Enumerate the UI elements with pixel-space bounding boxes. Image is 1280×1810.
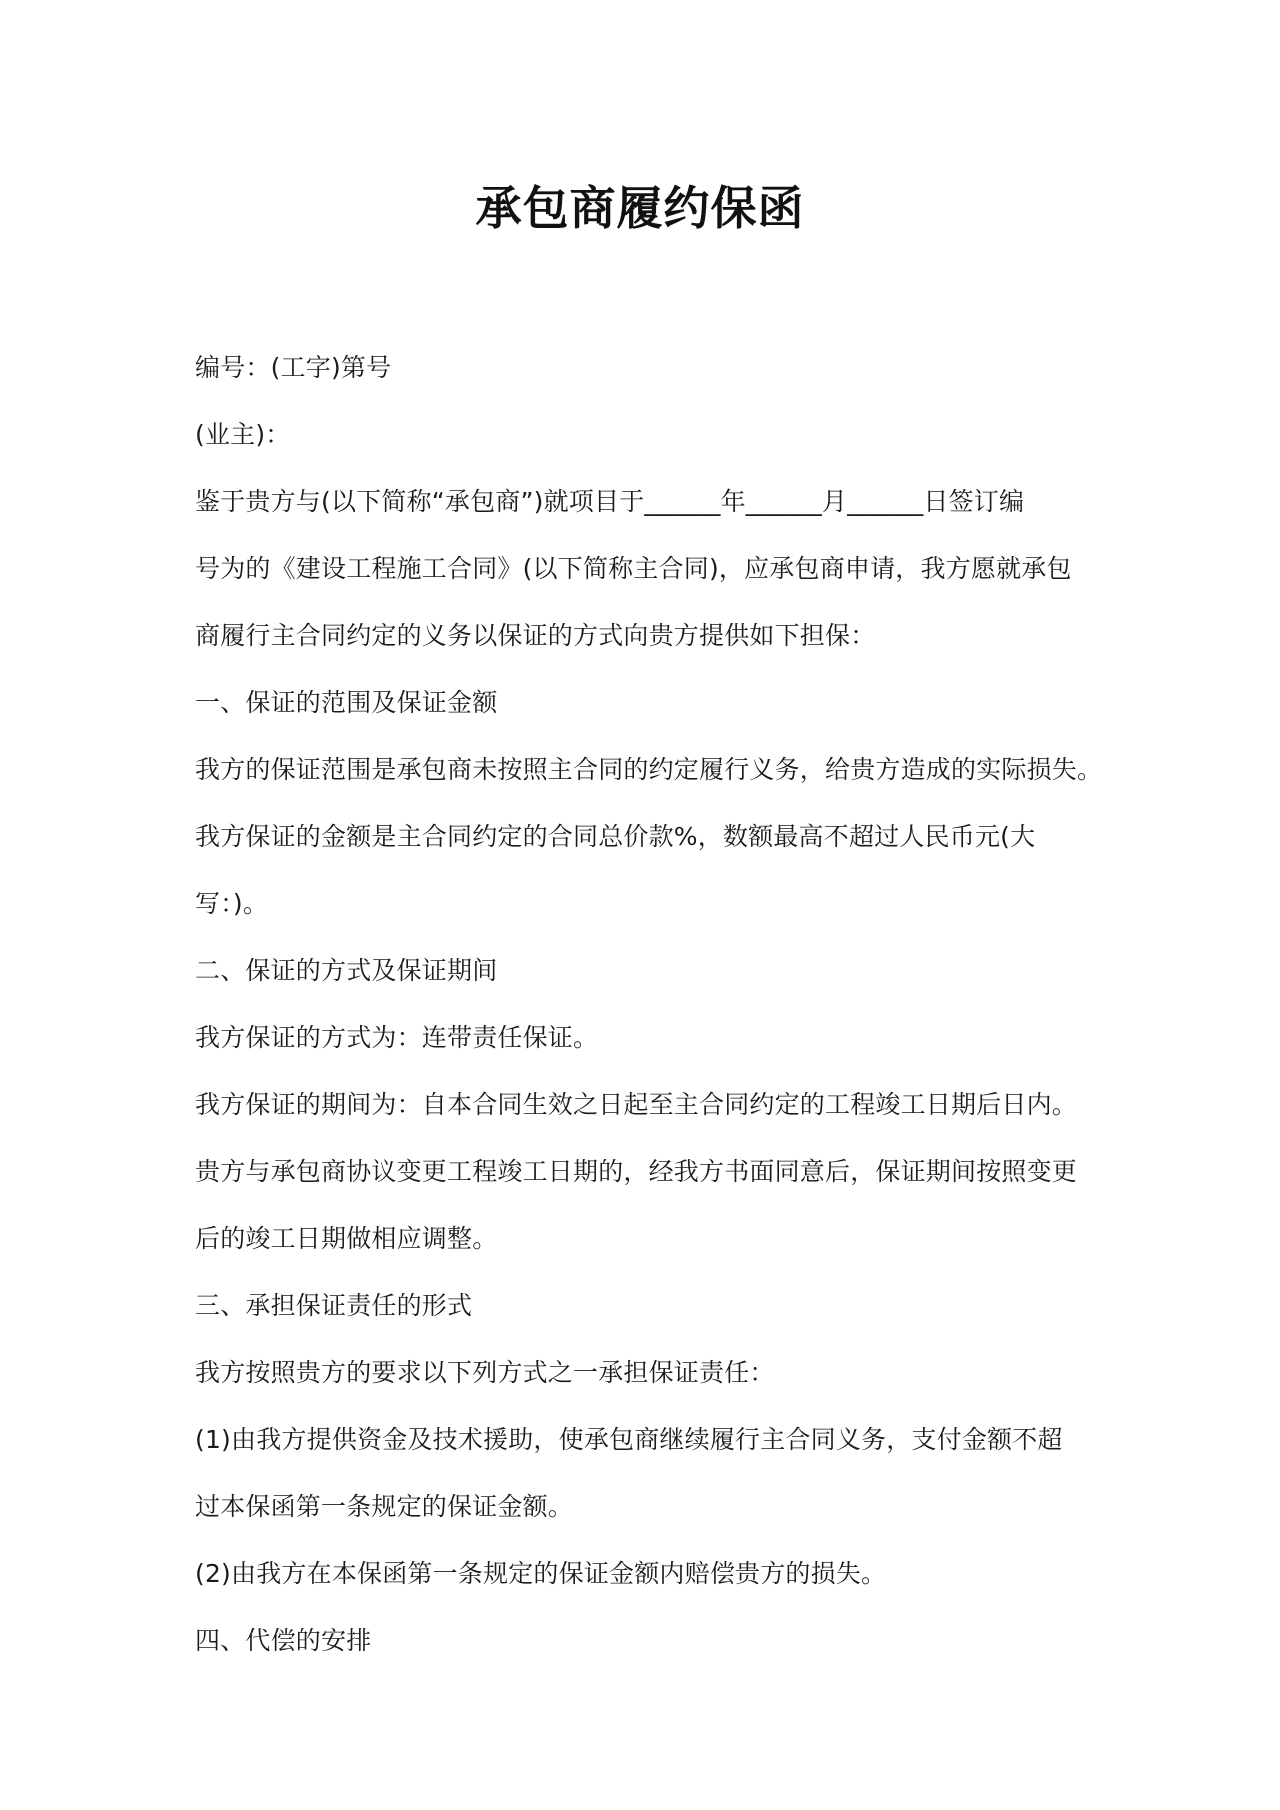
paragraph-line: 写：)。 [195, 889, 269, 918]
serial-number-line: 编号：(工字)第号 [195, 353, 392, 382]
section-heading-4: 四、代偿的安排 [195, 1626, 372, 1655]
list-item-line: (2)由我方在本保函第一条规定的保证金额内赔偿贵方的损失。 [195, 1559, 887, 1588]
document-title: 承包商履约保函 [475, 181, 805, 235]
list-item-line: 过本保函第一条规定的保证金额。 [195, 1492, 574, 1521]
paragraph-line: 我方保证的方式为：连带责任保证。 [195, 1023, 599, 1052]
paragraph-line: 我方按照贵方的要求以下列方式之一承担保证责任： [195, 1358, 775, 1387]
section-heading-3: 三、承担保证责任的形式 [195, 1291, 473, 1320]
paragraph-line: 号为的《建设工程施工合同》(以下简称主合同)，应承包商申请，我方愿就承包 [195, 554, 1072, 583]
list-item-line: (1)由我方提供资金及技术援助，使承包商继续履行主合同义务，支付金额不超 [195, 1425, 1063, 1454]
section-heading-1: 一、保证的范围及保证金额 [195, 688, 498, 717]
addressee-line: (业主)： [195, 420, 291, 449]
paragraph-line: 贵方与承包商协议变更工程竣工日期的，经我方书面同意后，保证期间按照变更 [195, 1157, 1078, 1186]
document-body [195, 334, 1103, 1674]
paragraph-line: 商履行主合同约定的义务以保证的方式向贵方提供如下担保： [195, 621, 876, 650]
paragraph-line: 后的竣工日期做相应调整。 [195, 1224, 498, 1253]
paragraph-line: 我方保证的金额是主合同约定的合同总价款%，数额最高不超过人民币元(大 [195, 822, 1036, 851]
paragraph-line: 我方的保证范围是承包商未按照主合同的约定履行义务，给贵方造成的实际损失。 [195, 755, 1103, 784]
paragraph-line: 鉴于贵方与(以下简称“承包商”)就项目于______年______月______日签订编 [195, 487, 1025, 516]
section-heading-2: 二、保证的方式及保证期间 [195, 956, 498, 985]
paragraph-line: 我方保证的期间为：自本合同生效之日起至主合同约定的工程竣工日期后日内。 [195, 1090, 1078, 1119]
